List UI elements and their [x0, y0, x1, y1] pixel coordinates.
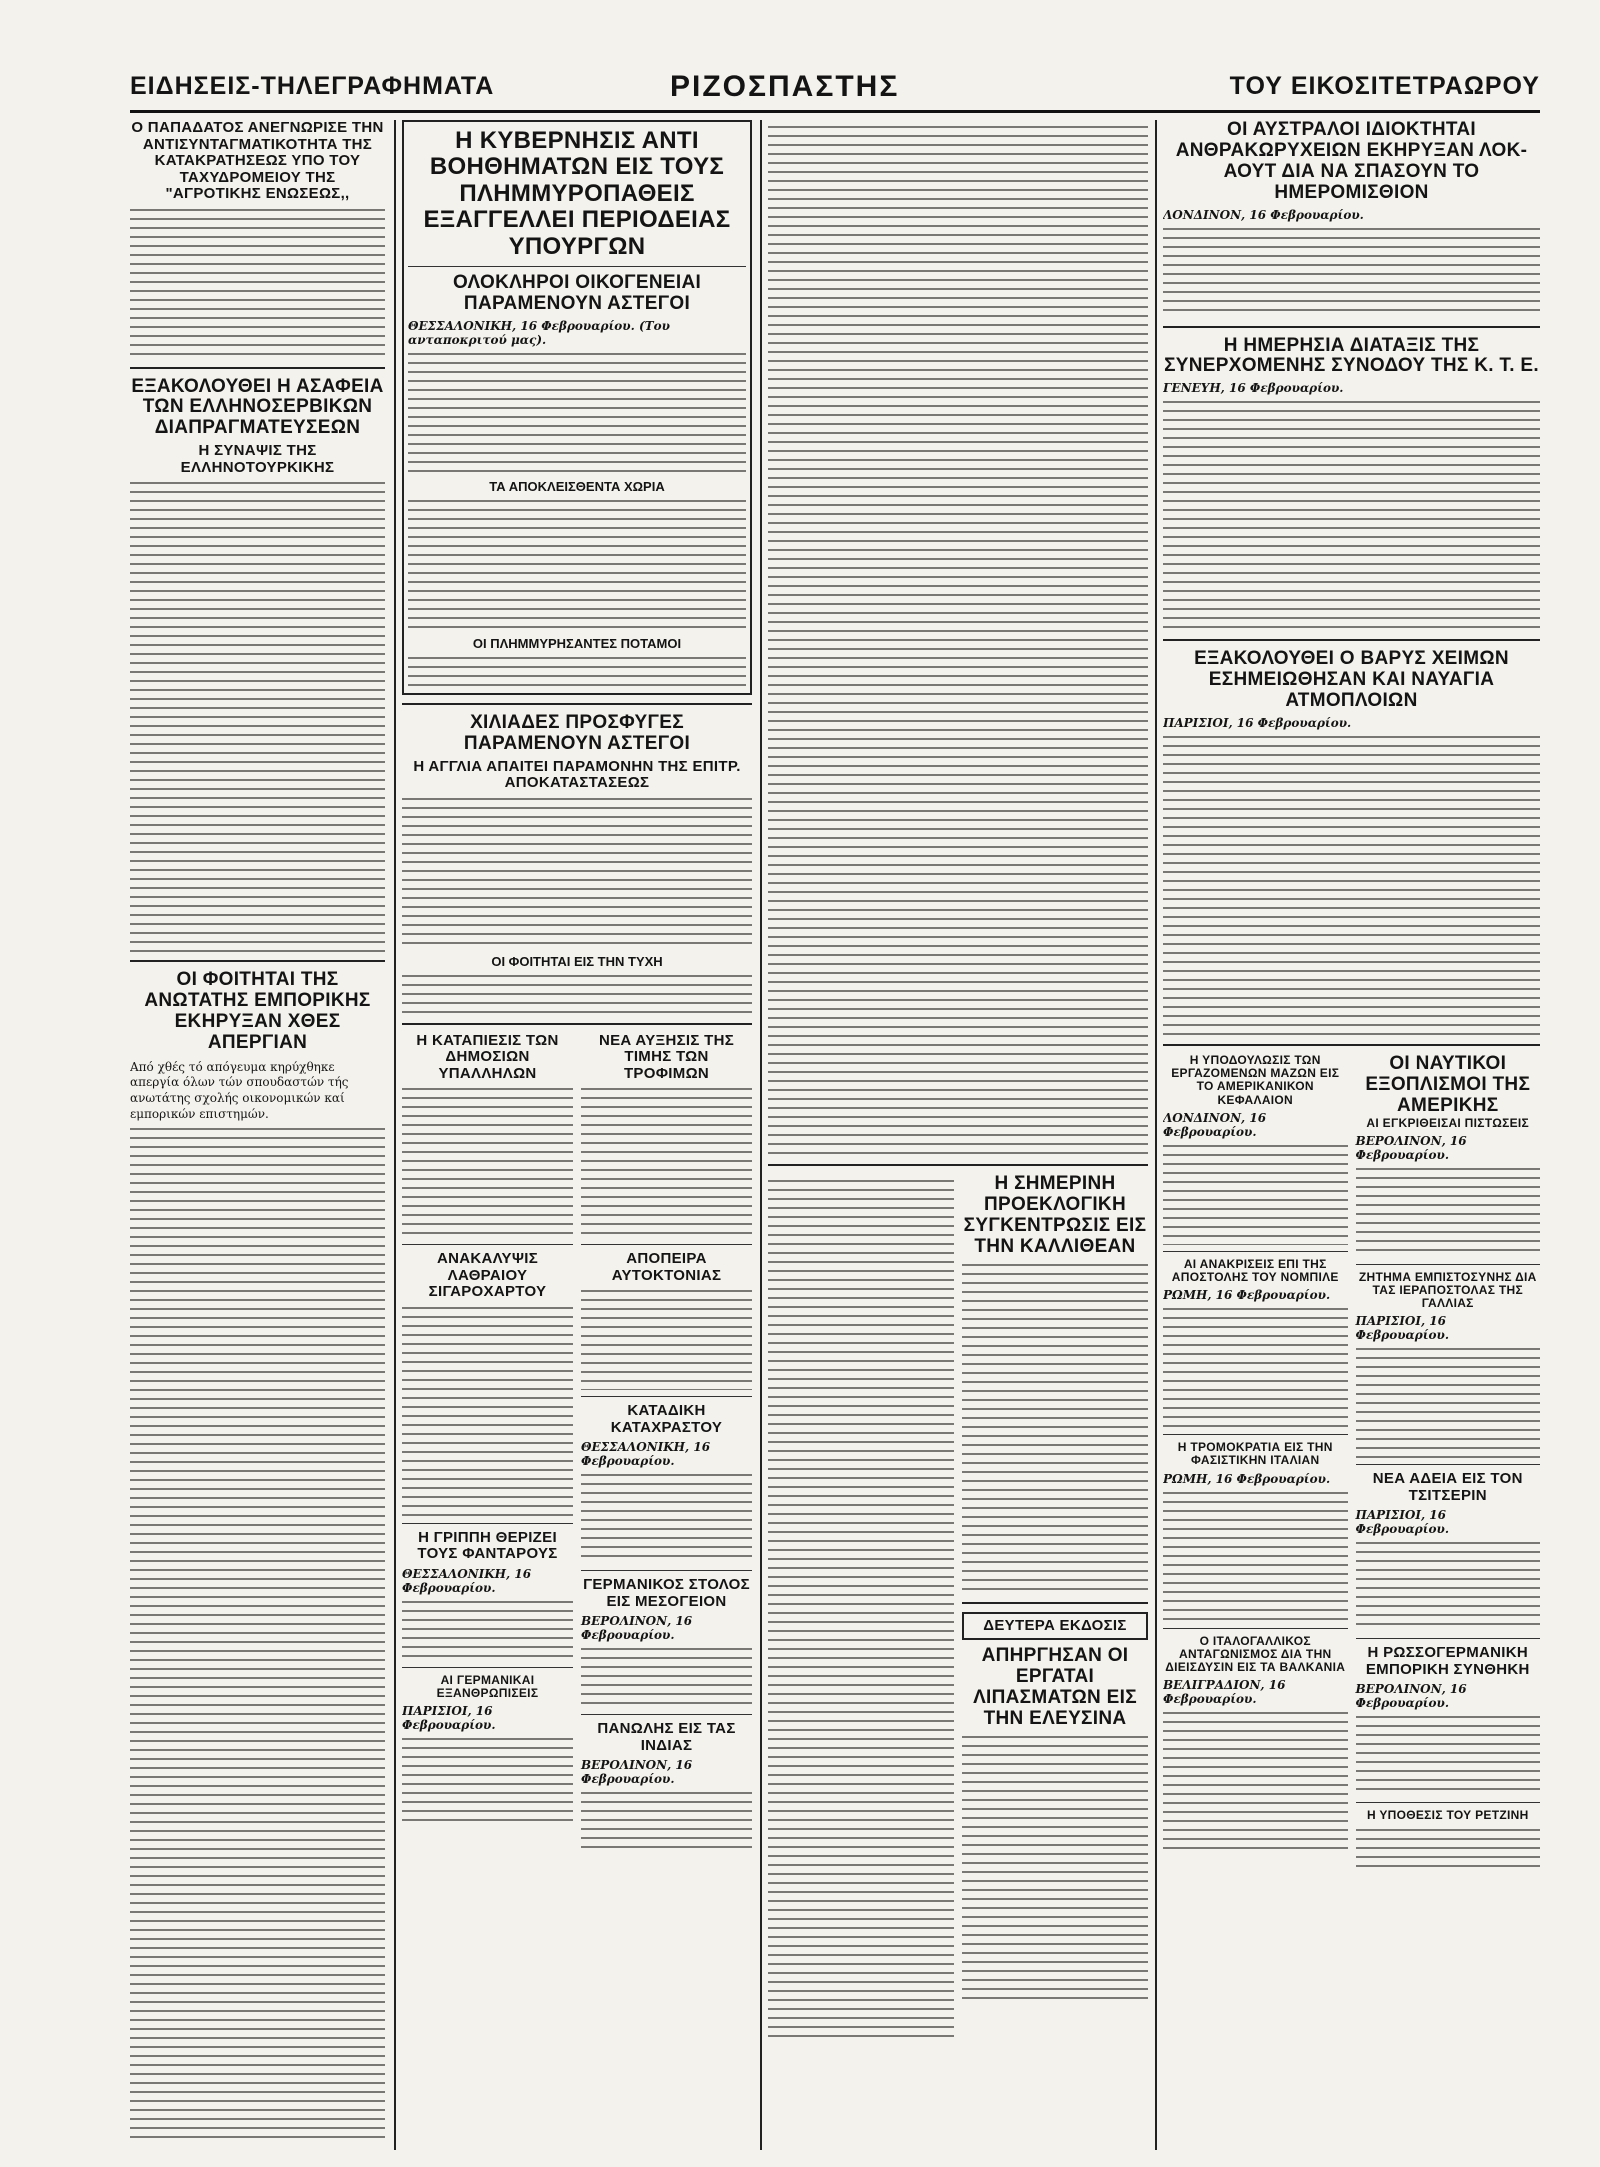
article-headline: ΕΞΑΚΟΛΟΥΘΕΙ Ο ΒΑΡΥΣ ΧΕΙΜΩΝ ΕΣΗΜΕΙΩΘΗΣΑΝ ΚΑΙ ΝΑΥΑΓΙΑ ΑΤΜΟΠΛΟΙΩΝ [1194, 648, 1509, 712]
dateline: ΡΩΜΗ, 16 Φεβρουαρίου. [1163, 1471, 1331, 1486]
divider [130, 960, 385, 962]
body-text [1356, 1168, 1541, 1258]
divider [1163, 1628, 1348, 1629]
divider [402, 1023, 752, 1025]
column-1 [130, 120, 385, 2150]
body-text [581, 1474, 752, 1564]
lower-left [402, 1033, 573, 1853]
dateline: ΒΕΛΙΓΡΑΔΙΟΝ, 16 Φεβρουαρίου. [1163, 1678, 1286, 1707]
dateline: ΒΕΡΟΛΙΝΟΝ, 16 Φεβρουαρίου. [1355, 1133, 1467, 1162]
divider [1356, 1264, 1541, 1265]
article-headline: ΠΑΝΩΛΗΣ ΕΙΣ ΤΑΣ ΙΝΔΙΑΣ [597, 1720, 736, 1754]
body-text [402, 1088, 573, 1238]
divider [402, 1244, 573, 1245]
article-refugees [402, 713, 752, 1015]
column-2 [402, 120, 752, 2150]
divider [402, 703, 752, 705]
article-winter [1163, 649, 1540, 1036]
body-text [402, 1601, 573, 1661]
column-rule [1155, 120, 1157, 2150]
article-headline: ΟΙ ΑΥΣΤΡΑΛΟΙ ΙΔΙΟΚΤΗΤΑΙ ΑΝΘΡΑΚΩΡΥΧΕΙΩΝ ΕΚΗΡΥΞΑΝ ΛΟΚ-ΑΟΥΤ ΔΙΑ ΝΑ ΣΠΑΣΟΥΝ ΤΟ ΗΜΕΡΟΜΙΣΘΙΟΝ [1175, 120, 1528, 203]
divider [1163, 1251, 1348, 1252]
article-subheadline: Η ΣΥΝΑΨΙΣ ΤΗΣ ΕΛΛΗΝΟΤΟΥΡΚΙΚΗΣ [180, 442, 335, 476]
column-3 [768, 120, 1148, 2150]
divider [962, 1602, 1148, 1604]
article-kallithea [962, 1174, 1148, 1594]
body-text [581, 1792, 752, 1852]
article-headline: ΧΙΛΙΑΔΕΣ ΠΡΟΣΦΥΓΕΣ ΠΑΡΑΜΕΝΟΥΝ ΑΣΤΕΓΟΙ [463, 711, 691, 754]
divider [1356, 1638, 1541, 1639]
body-text [1356, 1829, 1541, 1869]
article-student-strike [130, 970, 385, 2138]
divider [581, 1570, 752, 1571]
article-lead: Από χθές τό απόγευμα κηρύχθηκε απεργία όλων τών σπουδαστών τής ανωτάτης σχολής οικονομικών καί εμπορικών επιστημών. [130, 1059, 349, 1121]
col3-right [962, 1174, 1148, 2040]
article-headline: ΑΠΟΠΕΙΡΑ ΑΥΤΟΚΤΟΝΙΑΣ [611, 1250, 722, 1284]
article-headline: ΝΕΑ ΑΔΕΙΑ ΕΙΣ ΤΟΝ ΤΣΙΤΣΕΡΙΝ [1372, 1470, 1523, 1504]
divider [1163, 1044, 1540, 1046]
dateline: ΛΟΝΔΙΝΟΝ, 16 Φεβρουαρίου. [1163, 1110, 1267, 1139]
body-text [1356, 1542, 1541, 1632]
section-label: ΕΙΔΗΣΕΙΣ-ΤΗΛΕΓΡΑΦΗΜΑΤΑ [130, 72, 495, 100]
article-headline: ΑΙ ΑΝΑΚΡΙΣΕΙΣ ΕΠΙ ΤΗΣ ΑΠΟΣΤΟΛΗΣ ΤΟΥ ΝΟΜΠΙΛΕ [1171, 1256, 1339, 1284]
divider [1163, 1434, 1348, 1435]
body-text [1163, 736, 1540, 1036]
lower-split [402, 1033, 752, 1853]
body-text [1163, 401, 1540, 631]
body-text [768, 1180, 954, 2040]
article-second-edition [962, 1612, 1148, 2006]
body-text [402, 1307, 573, 1517]
dateline: ΒΕΡΟΛΙΝΟΝ, 16 Φεβρουαρίου. [1355, 1682, 1467, 1711]
col4-split [1163, 1054, 1540, 1869]
dateline: ΡΩΜΗ, 16 Φεβρουαρίου. [1163, 1288, 1331, 1303]
body-text [768, 126, 1148, 1156]
article-headline: Η ΓΡΙΠΠΗ ΘΕΡΙΖΕΙ ΤΟΥΣ ΦΑΝΤΑΡΟΥΣ [417, 1528, 558, 1563]
body-text [408, 657, 746, 687]
article-headline: Η ΗΜΕΡΗΣΙΑ ΔΙΑΤΑΞΙΣ ΤΗΣ ΣΥΝΕΡΧΟΜΕΝΗΣ ΣΥΝΟΔΟΥ ΤΗΣ Κ. Τ. Ε. [1164, 334, 1539, 377]
article-headline: ΓΕΡΜΑΝΙΚΟΣ ΣΤΟΛΟΣ ΕΙΣ ΜΕΣΟΓΕΙΟΝ [583, 1576, 750, 1610]
divider [408, 266, 746, 267]
lower-right [581, 1033, 752, 1853]
dateline: ΘΕΣΣΑΛΟΝΙΚΗ, 16 Φεβρουαρίου. (Του ανταποκριτού μας). [408, 318, 670, 347]
article-serbian-negotiations [130, 377, 385, 953]
dateline: ΠΑΡΙΣΙΟΙ, 16 Φεβρουαρίου. [1355, 1508, 1450, 1537]
body-text [402, 975, 752, 1015]
article-headline: ΝΕΑ ΑΥΞΗΣΙΣ ΤΗΣ ΤΙΜΗΣ ΤΩΝ ΤΡΟΦΙΜΩΝ [598, 1031, 735, 1082]
col3-split [768, 1174, 1148, 2040]
col4-left [1163, 1054, 1348, 1869]
divider [581, 1714, 752, 1715]
column-4 [1163, 120, 1540, 2150]
body-text [581, 1290, 752, 1390]
article-headline: ΟΙ ΝΑΥΤΙΚΟΙ ΕΞΟΠΛΙΣΜΟΙ ΤΗΣ ΑΜΕΡΙΚΗΣ [1365, 1053, 1531, 1116]
column-rule [760, 120, 762, 2150]
body-text [1163, 1712, 1348, 1852]
body-text [130, 482, 385, 952]
dateline: ΘΕΣΣΑΛΟΝΙΚΗ, 16 Φεβρουαρίου. [402, 1566, 532, 1595]
article-subheadline: ΑΙ ΕΓΚΡΙΘΕΙΣΑΙ ΠΙΣΤΩΣΕΙΣ [1366, 1115, 1530, 1130]
body-text [581, 1648, 752, 1708]
article-headline: Η ΚΥΒΕΡΝΗΣΙΣ ΑΝΤΙ ΒΟΗΘΗΜΑΤΩΝ ΕΙΣ ΤΟΥΣ ΠΛΗΜΜΥΡΟΠΑΘΕΙΣ ΕΞΑΓΓΕΛΛΕΙ ΠΕΡΙΟΔΕΙΑΣ ΥΠΟΥΡΓΩΝ [423, 127, 731, 260]
article-headline: ΖΗΤΗΜΑ ΕΜΠΙΣΤΟΣΥΝΗΣ ΔΙΑ ΤΑΣ ΙΕΡΑΠΟΣΤΟΛΑΣ ΤΗΣ ΓΑΛΛΙΑΣ [1358, 1269, 1537, 1311]
article-headline: ΑΙ ΓΕΡΜΑΝΙΚΑΙ ΕΞΑΝΘΡΩΠΙΣΕΙΣ [436, 1672, 539, 1700]
article-headline: ΚΑΤΑΔΙΚΗ ΚΑΤΑΧΡΑΣΤΟΥ [610, 1402, 723, 1436]
column-rule [394, 120, 396, 2150]
body-text [1356, 1348, 1541, 1458]
article-headline: Η ΥΠΟΔΟΥΛΩΣΙΣ ΤΩΝ ΕΡΓΑΖΟΜΕΝΩΝ ΜΑΖΩΝ ΕΙΣ ΤΟ ΑΜΕΡΙΚΑΝΙΚΟΝ ΚΕΦΑΛΑΙΟΝ [1171, 1053, 1340, 1107]
article-headline: ΕΞΑΚΟΛΟΥΘΕΙ Η ΑΣΑΦΕΙΑ ΤΩΝ ΕΛΛΗΝΟΣΕΡΒΙΚΩΝ ΔΙΑΠΡΑΓΜΑΤΕΥΣΕΩΝ [131, 375, 384, 439]
col3-left [768, 1174, 954, 2040]
dateline: ΒΕΡΟΛΙΝΟΝ, 16 Φεβρουαρίου. [581, 1758, 693, 1787]
divider [1163, 639, 1540, 641]
body-text [962, 1736, 1148, 2006]
body-text [130, 209, 385, 359]
body-text [402, 1738, 573, 1828]
divider [768, 1164, 1148, 1166]
body-text [1163, 228, 1540, 318]
subsection-heading: ΟΙ ΦΟΙΤΗΤΑΙ ΕΙΣ ΤΗΝ ΤΥΧΗ [491, 953, 663, 969]
article-headline: Η ΚΑΤΑΠΙΕΣΙΣ ΤΩΝ ΔΗΜΟΣΙΩΝ ΥΠΑΛΛΗΛΩΝ [416, 1031, 559, 1082]
dateline: ΠΑΡΙΣΙΟΙ, 16 Φεβρουαρίου. [1355, 1314, 1450, 1343]
dateline: ΠΑΡΙΣΙΟΙ, 16 Φεβρουαρίου. [1163, 716, 1352, 731]
article-headline: ΑΠΗΡΓΗΣΑΝ ΟΙ ΕΡΓΑΤΑΙ ΛΙΠΑΣΜΑΤΩΝ ΕΙΣ ΤΗΝ ΕΛΕΥΣΙΝΑ [973, 1645, 1137, 1729]
article-headline: Η ΣΗΜΕΡΙΝΗ ΠΡΟΕΚΛΟΓΙΚΗ ΣΥΓΚΕΝΤΡΩΣΙΣ ΕΙΣ ΤΗΝ ΚΑΛΛΙΘΕΑΝ [963, 1173, 1147, 1257]
article-subheadline: Η ΑΓΓΛΙΑ ΑΠΑΙΤΕΙ ΠΑΡΑΜΟΝΗΝ ΤΗΣ ΕΠΙΤΡ. ΑΠΟΚΑΤΑΣΤΑΣΕΩΣ [413, 757, 741, 792]
dateline: ΛΟΝΔΙΝΟΝ, 16 Φεβρουαρίου. [1163, 207, 1364, 222]
article-headline: Ο ΙΤΑΛΟΓΑΛΛΙΚΟΣ ΑΝΤΑΓΩΝΙΣΜΟΣ ΔΙΑ ΤΗΝ ΔΙΕΙΣΔΥΣΙΝ ΕΙΣ ΤΑ ΒΑΛΚΑΝΙΑ [1165, 1633, 1346, 1674]
body-text [408, 353, 746, 473]
article-papadatos [130, 120, 385, 359]
dateline: ΒΕΡΟΛΙΝΟΝ, 16 Φεβρουαρίου. [581, 1614, 693, 1643]
article-headline: Η ΤΡΟΜΟΚΡΑΤΙΑ ΕΙΣ ΤΗΝ ΦΑΣΙΣΤΙΚΗΝ ΙΤΑΛΙΑΝ [1177, 1440, 1333, 1468]
dateline: ΠΑΡΙΣΙΟΙ, 16 Φεβρουαρίου. [402, 1703, 496, 1732]
article-flood-victims [402, 120, 752, 695]
dateline: ΘΕΣΣΑΛΟΝΙΚΗ, 16 Φεβρουαρίου. [581, 1440, 711, 1469]
article-headline: ΑΝΑΚΑΛΥΨΙΣ ΛΑΘΡΑΙΟΥ ΣΙΓΑΡΟΧΑΡΤΟΥ [428, 1250, 547, 1301]
article-headline: ΟΙ ΦΟΙΤΗΤΑΙ ΤΗΣ ΑΝΩΤΑΤΗΣ ΕΜΠΟΡΙΚΗΣ ΕΚΗΡΥΞΑΝ ΧΘΕΣ ΑΠΕΡΓΙΑΝ [144, 969, 371, 1053]
divider [1163, 326, 1540, 328]
divider [402, 1667, 573, 1668]
subsection-heading: ΟΙ ΠΛΗΜΜΥΡΗΣΑΝΤΕΣ ΠΟΤΑΜΟΙ [472, 635, 682, 651]
divider [581, 1244, 752, 1245]
divider [1356, 1802, 1541, 1803]
newspaper-title: ΡΙΖΟΣΠΑΣΤΗΣ [670, 70, 900, 103]
dateline: ΓΕΝΕΥΗ, 16 Φεβρουαρίου. [1163, 381, 1344, 396]
body-text [1163, 1145, 1348, 1245]
body-text [581, 1088, 752, 1238]
article-cte-agenda [1163, 336, 1540, 632]
divider [402, 1523, 573, 1524]
divider [1356, 1464, 1541, 1465]
article-headline: Η ΡΩΣΣΟΓΕΡΜΑΝΙΚΗ ΕΜΠΟΡΙΚΗ ΣΥΝΘΗΚΗ [1365, 1644, 1530, 1678]
body-text [1356, 1716, 1541, 1796]
article-headline: Η ΥΠΟΘΕΣΙΣ ΤΟΥ ΡΕΤΖΙΝΗ [1366, 1808, 1529, 1823]
body-text [408, 500, 746, 630]
article-australian-lockout [1163, 120, 1540, 318]
subsection-heading: ΤΑ ΑΠΟΚΛΕΙΣΘΕΝΤΑ ΧΩΡΙΑ [489, 478, 665, 494]
article-headline: Ο ΠΑΠΑΔΑΤΟΣ ΑΝΕΓΝΩΡΙΣΕ ΤΗΝ ΑΝΤΙΣΥΝΤΑΓΜΑΤΙΚΟΤΗΤΑ ΤΗΣ ΚΑΤΑΚΡΑΤΗΣΕΩΣ ΥΠΟ ΤΟΥ ΤΑΧΥΔΡΟΜΕΙΟΥ ΤΗΣ "ΑΓΡΟΤΙΚΗΣ ΕΝΩΣΕΩΣ,, [131, 120, 384, 202]
col4-right [1356, 1054, 1541, 1869]
article-subheadline: ΟΛΟΚΛΗΡΟΙ ΟΙΚΟΓΕΝΕΙΑΙ ΠΑΡΑΜΕΝΟΥΝ ΑΣΤΕΓΟΙ [452, 271, 702, 314]
body-text [962, 1264, 1148, 1594]
body-text [130, 1128, 385, 2138]
body-text [402, 798, 752, 948]
masthead [130, 70, 1540, 113]
divider [581, 1396, 752, 1397]
body-text [1163, 1492, 1348, 1622]
body-text [1163, 1308, 1348, 1428]
edition-label: ΤΟΥ ΕΙΚΟΣΙΤΕΤΡΑΩΡΟΥ [1229, 72, 1540, 100]
divider [130, 367, 385, 369]
second-edition-label: ΔΕΥΤΕΡΑ ΕΚΔΟΣΙΣ [962, 1612, 1148, 1641]
